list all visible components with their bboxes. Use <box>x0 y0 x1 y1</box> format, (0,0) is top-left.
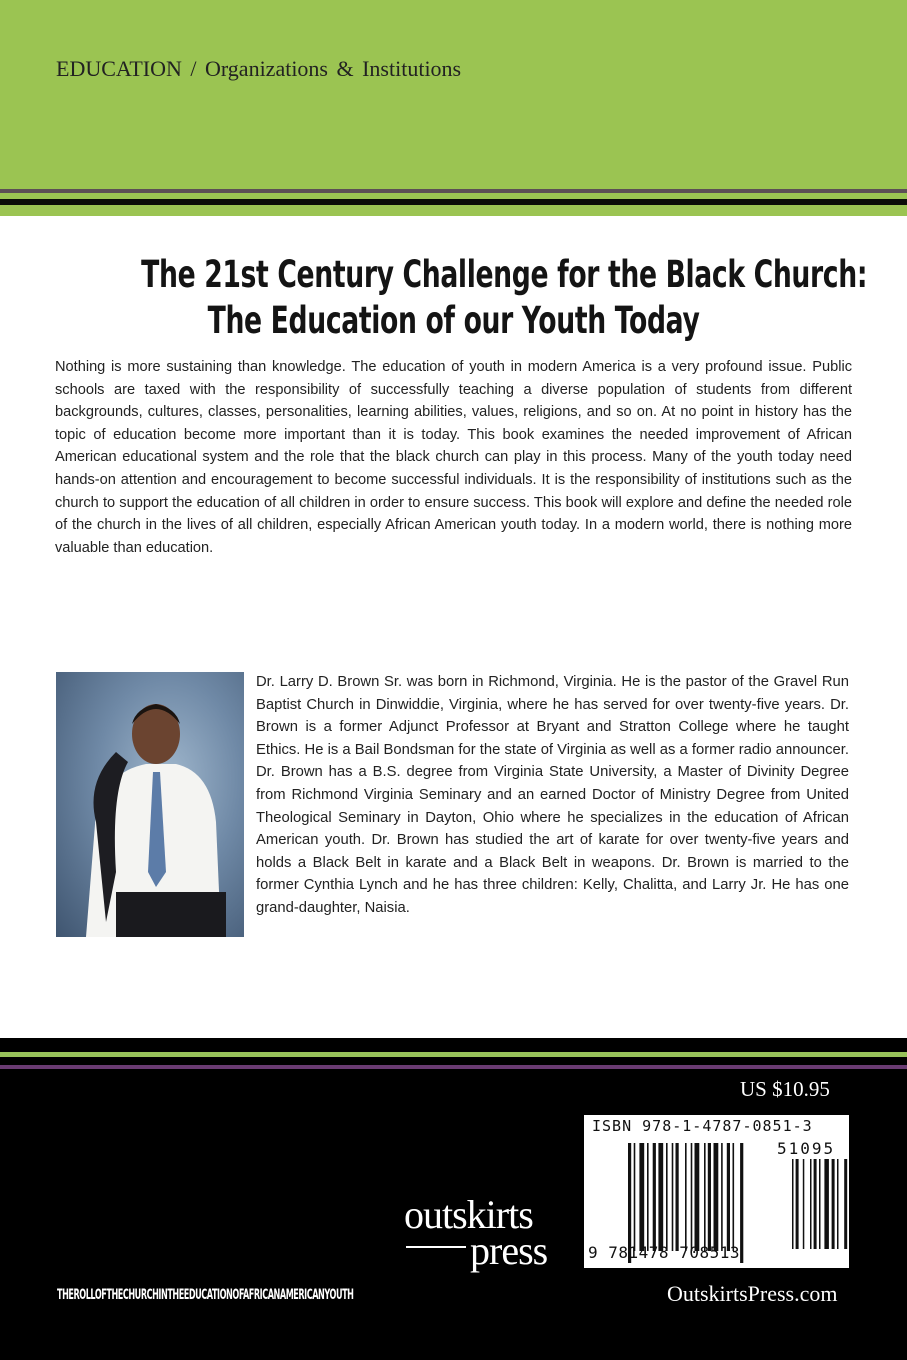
barcode-bar <box>658 1143 663 1251</box>
barcode-bar <box>721 1143 723 1251</box>
spine-tagline: THEROLLOFTHECHURCHINTHEEDUCATIONOFAFRICANAMERICANYOUTH <box>57 1287 354 1303</box>
barcode-bar <box>666 1143 668 1251</box>
addon-bar <box>796 1159 799 1249</box>
divider-line <box>0 189 907 193</box>
barcode-bar <box>676 1143 679 1251</box>
author-photo <box>56 672 244 937</box>
publisher-logo <box>404 1192 574 1273</box>
barcode-bar <box>647 1143 649 1251</box>
barcode-bar <box>634 1143 636 1251</box>
addon-bar <box>837 1159 839 1249</box>
barcode-bar <box>714 1143 719 1251</box>
book-description: Nothing is more sustaining than knowledge. The education of youth in modern America is a very profound issue. Public schools are taxed with the responsibility of successfully teaching a diverse population of students from different backgrounds, cultures, classes, personalities, learning abilities, values, religions, and so on. At no point in history has the topic of education become more important than it is today. This book examines the needed improvement of African American educational system and the role that the black church can play in this process. Many of the youth today need hands-on attention and encouragement to become successful individuals. It is the responsibility of institutions such as the church to support the education of all children in order to ensure success. This book will explore and define the needed role of the church in the lives of all children, especially African American youth today. In a modern world, there is nothing more valuable than education. <box>55 359 852 556</box>
logo-word-top: outskirts <box>404 1192 533 1237</box>
addon-bar <box>810 1159 812 1249</box>
price-addon-code: 51095 <box>777 1139 836 1158</box>
green-stripe <box>0 1052 907 1057</box>
addon-bar <box>824 1159 829 1249</box>
barcode-bar <box>685 1143 687 1251</box>
barcode-bar <box>639 1143 644 1251</box>
addon-bar <box>832 1159 835 1249</box>
title-line-2: The Education of our Youth Today <box>207 299 700 342</box>
addon-bar <box>814 1159 817 1249</box>
barcode-bar <box>672 1143 674 1251</box>
barcode-bar <box>727 1143 730 1251</box>
barcode-bar <box>740 1143 743 1263</box>
barcode-bar <box>653 1143 656 1251</box>
purple-stripe <box>0 1065 907 1069</box>
barcode-digits: 9 781478 708513 <box>588 1243 740 1262</box>
barcode-bar <box>704 1143 706 1251</box>
addon-bar <box>844 1159 847 1249</box>
top-green-band <box>0 0 907 216</box>
category-label: EDUCATION / Organizations & Institutions <box>56 56 462 81</box>
publisher-website: OutskirtsPress.com <box>667 1281 838 1306</box>
title-line-1: The 21st Century Challenge for the Black Church: <box>141 253 868 296</box>
addon-bar <box>792 1159 794 1249</box>
isbn-barcode <box>584 1115 849 1268</box>
divider-line <box>0 199 907 205</box>
barcode-bar <box>691 1143 693 1251</box>
addon-bar <box>803 1159 805 1249</box>
price: US $10.95 <box>740 1077 830 1101</box>
logo-word-bottom: press <box>470 1228 548 1273</box>
barcode-bar <box>733 1143 735 1251</box>
book-title <box>0 252 907 344</box>
barcode-bar <box>708 1143 711 1251</box>
barcode-bar <box>695 1143 700 1251</box>
isbn-text: ISBN 978-1-4787-0851-3 <box>592 1117 813 1135</box>
author-bio: Dr. Larry D. Brown Sr. was born in Richmond, Virginia. He is the pastor of the Gravel Run Baptist Church in Dinwiddie, Virginia, where he has served for over twenty-five years. Dr. Brown is a former Adjunct Professor at Bryant and Stratton College where he taught Ethics. He is a Bail Bondsman for the state of Virginia as well as a former radio announcer. Dr. Brown has a B.S. degree from Virginia State University, a Master of Divinity Degree from Richmond Virginia Seminary and an earned Doctor of Ministry Degree from United Theological Seminary in Dayton, Ohio where he specializes in the education of African American youth. Dr. Brown has studied the art of karate for over twenty-five years and holds a Black Belt in karate and a Black Belt in weapons. Dr. Brown is married to the former Cynthia Lynch and he has three children: Kelly, Chalitta, and Larry Jr. He has one grand-daughter, Naisia. <box>256 674 849 916</box>
addon-bar <box>819 1159 821 1249</box>
